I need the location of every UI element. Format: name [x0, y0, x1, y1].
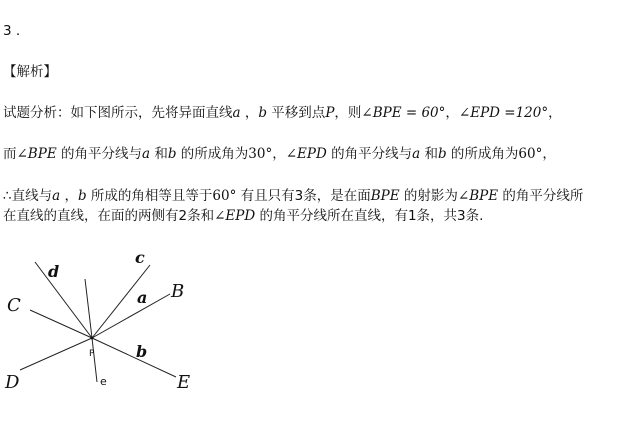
- label-b: b: [136, 342, 148, 361]
- var-a: a: [52, 188, 61, 204]
- var-b: b: [437, 146, 447, 162]
- text: 的角平分线与: [326, 146, 413, 162]
- label-p: P: [89, 349, 95, 359]
- angle-epd: ∠EPD =120°: [458, 105, 549, 121]
- text: 的射影为: [399, 188, 458, 204]
- analysis-line-3: [3, 187, 583, 205]
- value-30: 30°: [248, 146, 273, 162]
- text: 的所成角为: [446, 146, 519, 162]
- angle-epd: ∠EPD: [214, 208, 256, 224]
- line-pd: [20, 338, 92, 370]
- question-number: 3 .: [3, 23, 21, 39]
- plane-bpe: BPE: [370, 188, 400, 204]
- text: 的所成角为: [176, 146, 249, 162]
- var-b: b: [258, 105, 268, 121]
- line-d: [35, 262, 92, 338]
- text: 而: [3, 146, 17, 162]
- text: ，: [542, 146, 556, 162]
- var-a: a: [232, 105, 241, 121]
- point-p-dot: [91, 337, 94, 340]
- text: 的角平分线与: [56, 146, 142, 162]
- text: 在直线的直线，在面的两侧有2条和: [3, 208, 215, 224]
- text: 有且只有3条，是在面: [236, 188, 371, 204]
- var-a: a: [141, 146, 151, 162]
- angle-epd: ∠EPD: [285, 146, 327, 162]
- var-b: b: [77, 188, 87, 204]
- text: 的角平分线所: [498, 188, 584, 204]
- text: 和: [420, 146, 438, 162]
- value-60: 60°: [212, 188, 237, 204]
- section-label: 【解析】: [3, 64, 57, 80]
- label-e: e: [100, 375, 107, 388]
- text: ，: [240, 105, 259, 121]
- var-b: b: [167, 146, 177, 162]
- line-b-pe: [92, 338, 176, 377]
- analysis-line-2: [3, 145, 556, 163]
- analysis-line-1: [3, 104, 562, 122]
- analysis-line-4: [3, 207, 483, 225]
- text: ，: [445, 105, 459, 121]
- text: 所成的角相等且等于: [86, 188, 213, 204]
- text: 的角平分线所在直线，有1条，共3条.: [255, 208, 484, 224]
- angle-bpe: ∠BPE = 60°: [361, 105, 446, 121]
- point-p: P: [325, 105, 335, 121]
- line-e: [85, 279, 92, 338]
- angle-bpe: ∠BPE: [457, 188, 499, 204]
- text: 平移到点: [267, 105, 326, 121]
- label-a: a: [137, 288, 148, 307]
- label-big-d: D: [5, 372, 20, 393]
- text: ，: [548, 105, 562, 121]
- text: ，则: [334, 105, 362, 121]
- angle-bpe: ∠BPE: [16, 146, 57, 162]
- line-a-pb: [92, 294, 170, 338]
- geometry-diagram: [0, 245, 230, 415]
- label-d: d: [48, 262, 60, 281]
- label-big-e: E: [177, 372, 191, 393]
- var-a: a: [412, 146, 421, 162]
- text: 和: [150, 146, 168, 162]
- line-e-lower: [92, 338, 97, 382]
- text: ，: [60, 188, 78, 204]
- text: 试题分析：如下图所示，先将异面直线: [3, 105, 233, 121]
- line-pc: [30, 310, 92, 338]
- value-60: 60°: [518, 146, 543, 162]
- text: ，: [272, 146, 286, 162]
- text: ∴直线与: [3, 188, 53, 204]
- label-big-c: C: [7, 295, 21, 316]
- label-big-b: B: [171, 281, 185, 302]
- label-c: c: [135, 248, 145, 267]
